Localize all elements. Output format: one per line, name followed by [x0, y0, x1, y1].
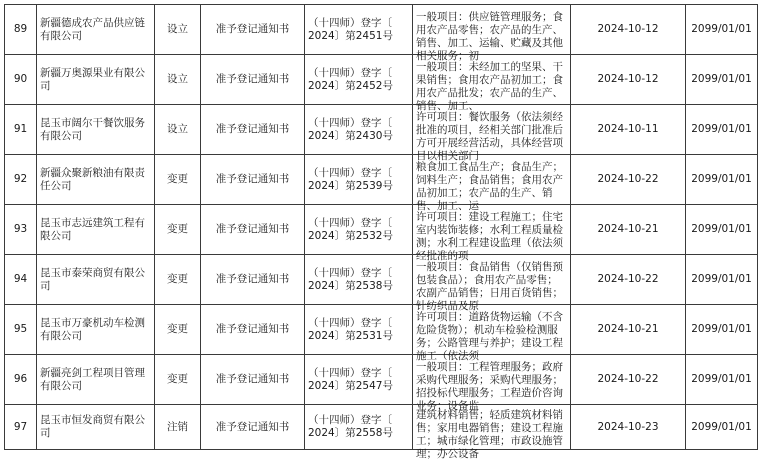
registration-type: 设立 [155, 55, 201, 105]
business-scope: 许可项目：道路货物运输（不含危险货物）；机动车检验检测服务；公路管理与养护；建设工程施工（依法须 [413, 305, 571, 355]
business-scope: 建筑材料销售；轻质建筑材料销售；家用电器销售；建设工程施工；城市绿化管理；市政设施管理；办公设备 [413, 405, 571, 450]
document-number: （十四师）登字〔 2024〕第2532号 [305, 205, 413, 255]
document-type: 准予登记通知书 [201, 255, 305, 305]
expiry-date: 2099/01/01 [686, 405, 758, 450]
table-row [5, 5, 758, 55]
business-scope: 一般项目：未经加工的坚果、干果销售；食用农产品初加工；食用农产品批发；农产品的生产、销售、加工、 [413, 55, 571, 105]
company-name: 昆玉市万豪机动车检测有限公司 [37, 305, 155, 355]
document-type: 准予登记通知书 [201, 205, 305, 255]
company-name: 昆玉市志远建筑工程有限公司 [37, 205, 155, 255]
decision-date: 2024-10-22 [571, 255, 686, 305]
company-name: 昆玉市阔尔干餐饮服务有限公司 [37, 105, 155, 155]
document-type: 准予登记通知书 [201, 355, 305, 405]
document-type: 准予登记通知书 [201, 305, 305, 355]
table-row [5, 205, 758, 255]
company-name: 昆玉市泰荣商贸有限公司 [37, 255, 155, 305]
decision-date: 2024-10-22 [571, 155, 686, 205]
registration-type: 设立 [155, 5, 201, 55]
table-row [5, 105, 758, 155]
decision-date: 2024-10-22 [571, 355, 686, 405]
table-row [5, 255, 758, 305]
row-number: 93 [5, 205, 37, 255]
business-scope: 许可项目：建设工程施工；住宅室内装饰装修；水利工程质量检测；水利工程建设监理（依法须经批准的项 [413, 205, 571, 255]
business-scope: 许可项目：餐饮服务（依法须经批准的项目，经相关部门批准后方可开展经营活动，具体经营项目以相关部门 [413, 105, 571, 155]
decision-date: 2024-10-21 [571, 205, 686, 255]
company-name: 新疆德成农产品供应链有限公司 [37, 5, 155, 55]
expiry-date: 2099/01/01 [686, 205, 758, 255]
expiry-date: 2099/01/01 [686, 305, 758, 355]
business-scope: 一般项目：工程管理服务；政府采购代理服务；采购代理服务；招投标代理服务；工程造价咨询业务；设备监 [413, 355, 571, 405]
company-name: 新疆万奥源果业有限公司 [37, 55, 155, 105]
row-number: 96 [5, 355, 37, 405]
row-number: 91 [5, 105, 37, 155]
document-number: （十四师）登字〔 2024〕第2531号 [305, 305, 413, 355]
document-type: 准予登记通知书 [201, 155, 305, 205]
table-row [5, 305, 758, 355]
row-number: 92 [5, 155, 37, 205]
expiry-date: 2099/01/01 [686, 155, 758, 205]
row-number: 90 [5, 55, 37, 105]
decision-date: 2024-10-12 [571, 5, 686, 55]
expiry-date: 2099/01/01 [686, 355, 758, 405]
registration-table [4, 4, 758, 460]
table-row [5, 405, 758, 450]
decision-date: 2024-10-21 [571, 305, 686, 355]
expiry-date: 2099/01/01 [686, 255, 758, 305]
decision-date: 2024-10-23 [571, 405, 686, 450]
document-number: （十四师）登字〔 2024〕第2558号 [305, 405, 413, 450]
registration-type: 变更 [155, 305, 201, 355]
company-name: 新疆众聚新粮油有限责任公司 [37, 155, 155, 205]
table-row [5, 355, 758, 405]
document-number: （十四师）登字〔 2024〕第2430号 [305, 105, 413, 155]
registration-type: 变更 [155, 205, 201, 255]
table-row [5, 155, 758, 205]
expiry-date: 2099/01/01 [686, 105, 758, 155]
document-number: （十四师）登字〔 2024〕第2539号 [305, 155, 413, 205]
document-type: 准予登记通知书 [201, 105, 305, 155]
business-scope: 粮食加工食品生产；食品生产；饲料生产；食品销售；食用农产品初加工；农产品的生产、销售、加工、运 [413, 155, 571, 205]
business-scope: 一般项目：食品销售（仅销售预包装食品）；食用农产品零售；农副产品销售；日用百货销售；针纺织品及原 [413, 255, 571, 305]
document-number: （十四师）登字〔 2024〕第2547号 [305, 355, 413, 405]
registration-type: 变更 [155, 255, 201, 305]
company-name: 昆玉市恒发商贸有限公司 [37, 405, 155, 450]
document-type: 准予登记通知书 [201, 5, 305, 55]
registration-type: 变更 [155, 155, 201, 205]
row-number: 94 [5, 255, 37, 305]
registration-type: 设立 [155, 105, 201, 155]
decision-date: 2024-10-11 [571, 105, 686, 155]
registration-type: 变更 [155, 355, 201, 405]
registration-type: 注销 [155, 405, 201, 450]
decision-date: 2024-10-12 [571, 55, 686, 105]
document-type: 准予登记通知书 [201, 405, 305, 450]
document-type: 准予登记通知书 [201, 55, 305, 105]
row-number: 95 [5, 305, 37, 355]
document-number: （十四师）登字〔 2024〕第2451号 [305, 5, 413, 55]
expiry-date: 2099/01/01 [686, 5, 758, 55]
row-number: 89 [5, 5, 37, 55]
business-scope: 一般项目：供应链管理服务；食用农产品零售；农产品的生产、销售、加工、运输、贮藏及其他相关服务；初 [413, 5, 571, 55]
document-number: （十四师）登字〔 2024〕第2538号 [305, 255, 413, 305]
document-number: （十四师）登字〔 2024〕第2452号 [305, 55, 413, 105]
company-name: 新疆亮剑工程项目管理有限公司 [37, 355, 155, 405]
expiry-date: 2099/01/01 [686, 55, 758, 105]
row-number: 97 [5, 405, 37, 450]
table-row [5, 55, 758, 105]
